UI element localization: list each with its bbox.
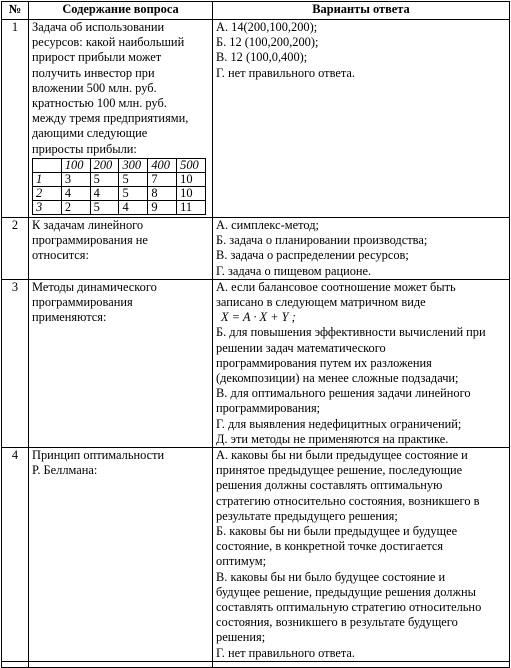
question-line: кратностью 100 млн. руб. [32,96,167,111]
profit-table-cell: 400 [148,158,177,172]
questions-table [1,1,510,668]
header-answers: Варианты ответа [213,2,510,20]
question-line: программирования [32,295,133,310]
profit-table-cell: 4 [90,186,119,200]
question-cell [29,20,213,218]
question-cell [29,218,213,280]
answer-option: Д. эти методы не применяются на практике. [216,431,449,446]
profit-table-cell: 10 [177,186,206,200]
question-line: программирования не [32,233,148,248]
profit-table-cell: 11 [177,200,206,214]
question-line: К задачам линейного [32,218,144,232]
answer-option: решении задач математического [216,340,386,355]
question-cell-empty [29,661,213,667]
profit-table-cell: 4 [61,186,90,200]
question-line: Р. Беллмана: [32,463,98,478]
header-num: № [2,2,29,20]
profit-table-cell: 5 [119,172,148,186]
profit-table-cell: 300 [119,158,148,172]
profit-table [32,158,206,215]
row-number-empty [2,661,29,667]
question-line: относится: [32,248,89,263]
question-line: между тремя предприятиями, [32,111,189,126]
row-number: 3 [2,279,29,447]
profit-table-cell: 9 [148,200,177,214]
answer-option: Г. нет правильного ответа. [216,645,356,660]
profit-table-cell: 3 [33,200,62,214]
profit-table-cell: 200 [90,158,119,172]
row-number: 1 [2,20,29,218]
header-question: Содержание вопроса [29,2,213,20]
header-row [2,2,510,20]
table-row [2,448,510,662]
question-line: ресурсов: какой наибольший [32,35,185,50]
question-line: прирост прибыли может [32,50,162,65]
answer-option: Б. для повышения эффективности вычислений при [216,325,486,340]
profit-table-cell: 8 [148,186,177,200]
profit-table-row [33,200,206,214]
question-line: Принцип оптимальности [32,448,165,463]
answer-option: принятое предыдущее решение, последующие [216,463,463,478]
profit-table-cell: 5 [119,186,148,200]
question-line: приросты прибыли: [32,141,137,156]
answer-option: результате предыдущего решения; [216,508,398,523]
profit-table-cell: 10 [177,172,206,186]
answer-option: А. симплекс-метод; [216,218,319,232]
matrix-formula: X = A · X + Y ; [221,310,296,325]
answer-option: Г. нет правильного ответа. [216,65,356,80]
answer-option: В. 12 (100,0,400); [216,50,308,65]
answers-cell [213,218,510,280]
profit-table-cell: 2 [33,186,62,200]
answer-option: состояния, возникшего в результате будущего [216,615,458,630]
answer-option: программирования путем их разложения [216,355,432,370]
profit-table-header [33,158,206,172]
question-line: Методы динамического [32,279,157,294]
profit-table-cell [33,158,62,172]
question-line: получить инвестор при [32,65,155,80]
profit-table-cell: 7 [148,172,177,186]
profit-table-cell: 500 [177,158,206,172]
answer-option: А. если балансовое соотношение может быть [216,279,456,294]
answer-option: Б. каковы бы ни были предыдущее и будущее [216,524,458,539]
answers-cell [213,279,510,447]
answers-cell-empty [213,661,510,667]
answer-option: стратегию относительно состояния, возникшего в [216,493,480,508]
table-row [2,218,510,280]
profit-table-cell: 1 [33,172,62,186]
profit-table-cell: 3 [61,172,90,186]
answer-option: А. каковы бы ни были предыдущее состояние и [216,448,468,463]
table-row [2,20,510,218]
profit-table-cell: 5 [90,200,119,214]
question-line: Задача об использовании [32,20,165,34]
answer-option: решения; [216,630,266,645]
question-line: применяются: [32,310,107,325]
table-row-partial [2,661,510,667]
profit-table-cell: 100 [61,158,90,172]
answer-option: составлять оптимальную стратегию относительно [216,600,482,615]
profit-table-row [33,186,206,200]
answer-option: Г. задача о пищевом рационе. [216,263,372,278]
row-number: 4 [2,448,29,662]
row-number: 2 [2,218,29,280]
answer-option: Б. задача о планировании производства; [216,233,428,248]
profit-table-cell: 4 [119,200,148,214]
answer-option: Б. 12 (100,200,200); [216,35,319,50]
profit-table-row [33,172,206,186]
question-line: дающими следующие [32,126,148,141]
question-cell [29,279,213,447]
answer-option: записано в следующем матричном виде [216,295,426,310]
answer-option: (декомпозиции) на менее сложные подзадачи; [216,371,459,386]
answer-option: решения должны составлять оптимальную [216,478,443,493]
answer-option: программирования; [216,401,321,416]
profit-table-cell: 2 [61,200,90,214]
answers-cell [213,448,510,662]
question-cell [29,448,213,662]
answer-option: состояние, в конкретной точке достигается [216,539,444,554]
answer-option: Г. для выявления недефицитных ограничений; [216,416,462,431]
answer-option: А. 14(200,100,200); [216,20,318,34]
answer-option: будущее решение, предыдущие решения должны [216,584,476,599]
answer-option: В. задача о распределении ресурсов; [216,248,409,263]
table-row [2,279,510,447]
question-line: вложении 500 млн. руб. [32,80,157,95]
answer-option: оптимум; [216,554,267,569]
answer-option: В. каковы бы ни было будущее состояние и [216,569,446,584]
answer-option: В. для оптимального решения задачи линейного [216,386,471,401]
profit-table-cell: 5 [90,172,119,186]
answers-cell [213,20,510,218]
